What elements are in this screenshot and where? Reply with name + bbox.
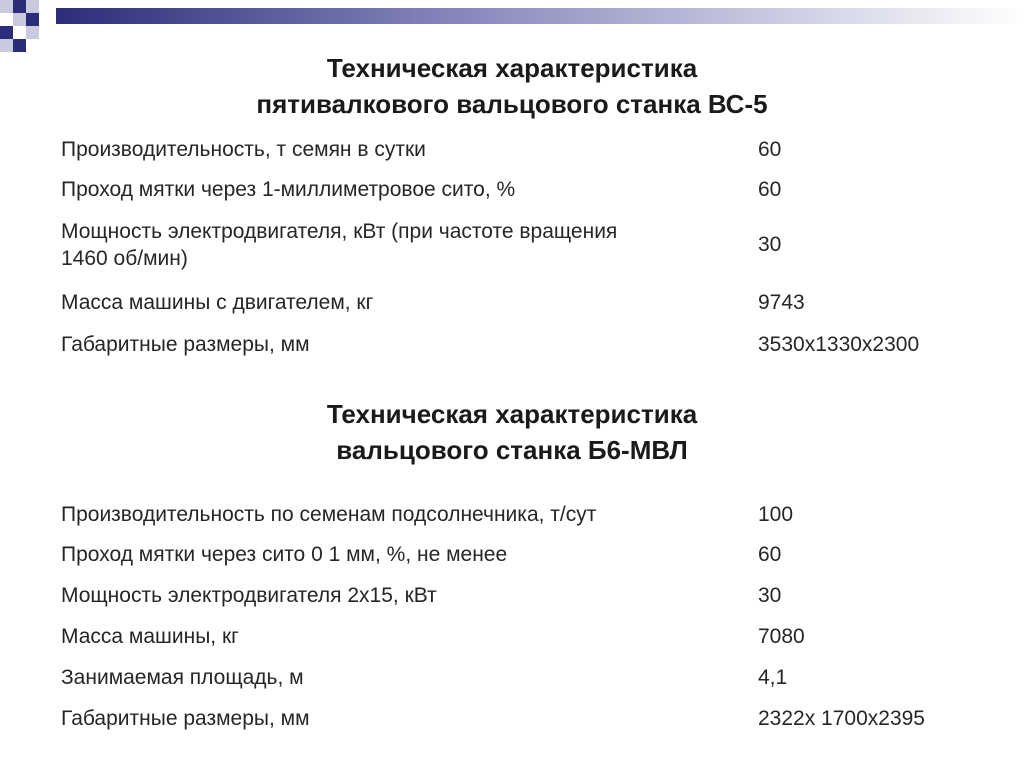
spec-label: Габаритные размеры, мм [61, 333, 310, 356]
spec-value: 60 [758, 178, 782, 201]
spec-value: 30 [758, 233, 782, 256]
spec-value: 60 [758, 543, 782, 566]
spec-label: Масса машины с двигателем, кг [61, 291, 374, 314]
spec-label: Проход мятки через 1-миллиметровое сито, % [61, 178, 516, 201]
spec-value: 100 [758, 503, 794, 526]
spec-value: 3530x1330x2300 [758, 333, 920, 356]
spec-value: 9743 [758, 291, 805, 314]
spec-value: 7080 [758, 625, 805, 648]
spec-label: Мощность электродвигателя, кВт (при частоте вращения 1460 об/мин) [61, 220, 618, 270]
spec-label: Производительность, т семян в сутки [61, 138, 426, 161]
spec-value: 60 [758, 138, 782, 161]
section-2-title [0, 396, 1024, 468]
section-2-title-line2: вальцового станка Б6-МВЛ [336, 435, 688, 465]
section-1-title-line2: пятивалкового вальцового станка ВС-5 [256, 89, 768, 119]
spec-value: 30 [758, 584, 782, 607]
section-1-title [0, 50, 1024, 122]
spec-value: 2322x 1700x2395 [758, 707, 925, 730]
section-2-title-line1: Техническая характеристика [326, 399, 698, 429]
spec-value: 4,1 [758, 666, 788, 689]
section-1-title-line1: Техническая характеристика [326, 53, 698, 83]
spec-label: Проход мятки через сито 0 1 мм, %, не менее [61, 543, 508, 566]
spec-label: Занимаемая площадь, м [61, 666, 304, 689]
spec-label: Производительность по семенам подсолнечника, т/сут [61, 503, 597, 526]
spec-label: Мощность электродвигателя 2x15, кВт [61, 584, 437, 607]
spec-label: Масса машины, кг [61, 625, 239, 648]
spec-label: Габаритные размеры, мм [61, 707, 310, 730]
